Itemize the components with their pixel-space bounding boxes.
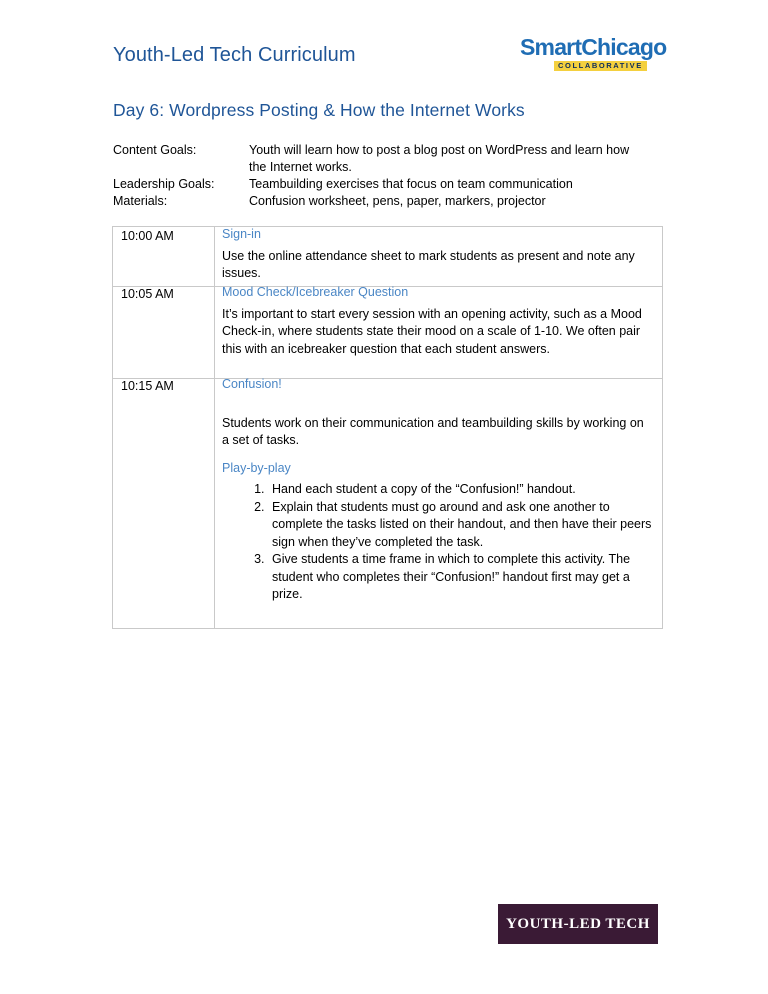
logo-sub-text: COLLABORATIVE <box>554 61 647 71</box>
steps-list <box>222 481 654 604</box>
curriculum-title: Youth-Led Tech Curriculum <box>113 44 356 66</box>
day-title: Day 6: Wordpress Posting & How the Internet Works <box>113 100 525 120</box>
activity-description: It’s important to start every session with an opening activity, such as a Mood Check-in, where students state their mood on a scale of 1-10. We often pair this with an icebreaker question that each student answers. <box>222 306 642 356</box>
column-divider <box>214 227 215 628</box>
youth-led-tech-logo <box>498 904 658 944</box>
goal-text: Confusion worksheet, pens, paper, markers, projector <box>249 194 546 208</box>
schedule-time: 10:00 AM <box>121 229 174 243</box>
goal-label: Materials: <box>113 194 168 208</box>
goal-row-content <box>113 142 673 176</box>
goals-section <box>113 142 673 210</box>
activity-title: Mood Check/Icebreaker Question <box>222 285 409 299</box>
schedule-activity <box>222 284 654 358</box>
footer-logo-text: YOUTH-LED TECH <box>506 915 650 932</box>
schedule-time: 10:05 AM <box>121 287 174 301</box>
schedule-activity <box>222 376 654 604</box>
schedule-activity <box>222 226 654 283</box>
activity-description: Use the online attendance sheet to mark students as present and note any issues. <box>222 248 635 280</box>
goal-row-leadership <box>113 176 673 193</box>
schedule-time: 10:15 AM <box>121 379 174 393</box>
goal-label: Content Goals: <box>113 143 197 157</box>
smart-chicago-logo <box>520 34 667 76</box>
list-item: 3. Give students a time frame in which to complete this activity. The student who completes their “Confusion!” handout first may get a prize. <box>268 551 654 604</box>
logo-main-text: SmartChicago <box>520 34 667 60</box>
list-item: 2. Explain that students must go around and ask one another to complete the tasks listed on their handout, and then have their peers sign when they’ve completed the task. <box>268 499 654 552</box>
schedule-table <box>112 226 663 629</box>
activity-title: Confusion! <box>222 377 282 391</box>
activity-subtitle: Play-by-play <box>222 460 291 475</box>
goal-row-materials <box>113 193 673 210</box>
goal-text: Youth will learn how to post a blog post on WordPress and learn how the Internet works. <box>249 143 630 174</box>
goal-label: Leadership Goals: <box>113 177 215 191</box>
list-item: 1. Hand each student a copy of the “Confusion!” handout. <box>268 481 654 499</box>
goal-text: Teambuilding exercises that focus on team communication <box>249 177 573 191</box>
activity-title: Sign-in <box>222 227 261 241</box>
activity-description: Students work on their communication and teambuilding skills by working on a set of tasks. <box>222 415 644 447</box>
